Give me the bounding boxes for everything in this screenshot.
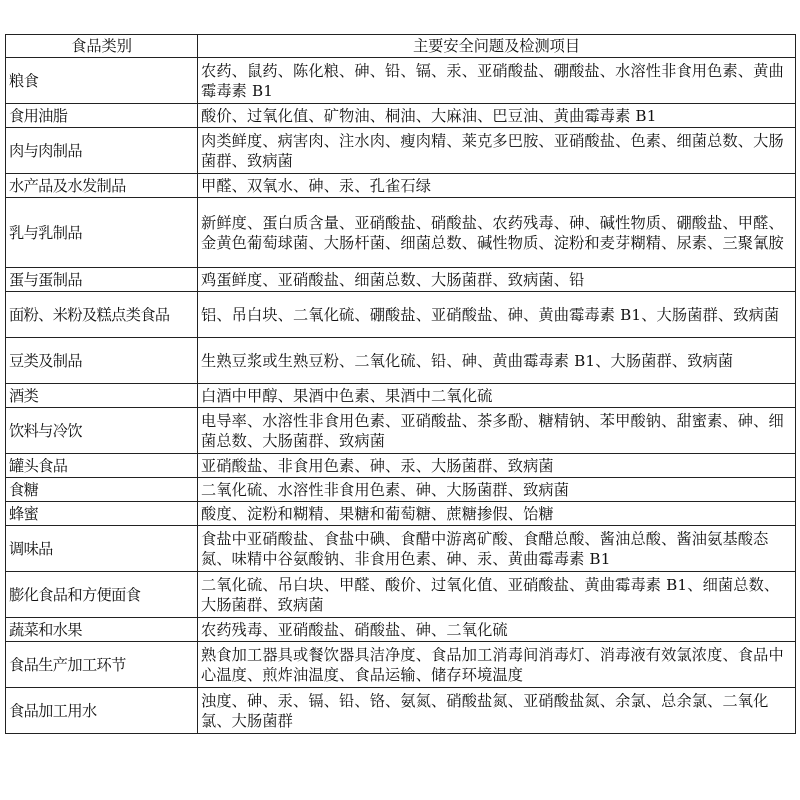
row-category: 蛋与蛋制品 bbox=[6, 268, 198, 292]
row-category: 水产品及水发制品 bbox=[6, 174, 198, 198]
row-category: 食用油脂 bbox=[6, 104, 198, 128]
row-items: 肉类鲜度、病害肉、注水肉、瘦肉精、莱克多巴胺、亚硝酸盐、色素、细菌总数、大肠菌群、致病菌 bbox=[198, 128, 796, 174]
row-items: 鸡蛋鲜度、亚硝酸盐、细菌总数、大肠菌群、致病菌、铅 bbox=[198, 268, 796, 292]
header-food-category: 食品类别 bbox=[6, 35, 198, 58]
row-category: 饮料与冷饮 bbox=[6, 408, 198, 454]
table-row bbox=[6, 268, 796, 292]
table-row bbox=[6, 174, 796, 198]
row-category: 罐头食品 bbox=[6, 454, 198, 478]
row-items: 浊度、砷、汞、镉、铅、铬、氨氮、硝酸盐氮、亚硝酸盐氮、余氯、总余氯、二氧化氯、大肠菌群 bbox=[198, 688, 796, 734]
row-category: 食品加工用水 bbox=[6, 688, 198, 734]
row-items: 食盐中亚硝酸盐、食盐中碘、食醋中游离矿酸、食醋总酸、酱油总酸、酱油氨基酸态氮、味精中谷氨酸钠、非食用色素、砷、汞、黄曲霉毒素 B1 bbox=[198, 526, 796, 572]
table-row bbox=[6, 526, 796, 572]
row-items: 二氧化硫、吊白块、甲醛、酸价、过氧化值、亚硝酸盐、黄曲霉毒素 B1、细菌总数、大肠菌群、致病菌 bbox=[198, 572, 796, 618]
food-safety-table bbox=[5, 34, 796, 734]
table-row bbox=[6, 454, 796, 478]
table-row bbox=[6, 384, 796, 408]
row-category: 酒类 bbox=[6, 384, 198, 408]
row-items: 农药、鼠药、陈化粮、砷、铅、镉、汞、亚硝酸盐、硼酸盐、水溶性非食用色素、黄曲霉毒素 B1 bbox=[198, 58, 796, 104]
table-row bbox=[6, 292, 796, 338]
row-category: 蔬菜和水果 bbox=[6, 618, 198, 642]
row-items: 亚硝酸盐、非食用色素、砷、汞、大肠菌群、致病菌 bbox=[198, 454, 796, 478]
row-items: 酸度、淀粉和糊精、果糖和葡萄糖、蔗糖掺假、饴糖 bbox=[198, 502, 796, 526]
table-header-row bbox=[6, 35, 796, 58]
row-items: 二氧化硫、水溶性非食用色素、砷、大肠菌群、致病菌 bbox=[198, 478, 796, 502]
row-category: 膨化食品和方便面食 bbox=[6, 572, 198, 618]
table-row bbox=[6, 58, 796, 104]
row-category: 蜂蜜 bbox=[6, 502, 198, 526]
row-items: 熟食加工器具或餐饮器具洁净度、食品加工消毒间消毒灯、消毒液有效氯浓度、食品中心温度、煎炸油温度、食品运输、储存环境温度 bbox=[198, 642, 796, 688]
row-items: 生熟豆浆或生熟豆粉、二氧化硫、铅、砷、黄曲霉毒素 B1、大肠菌群、致病菌 bbox=[198, 338, 796, 384]
table-row bbox=[6, 502, 796, 526]
table-row bbox=[6, 408, 796, 454]
row-items: 铝、吊白块、二氧化硫、硼酸盐、亚硝酸盐、砷、黄曲霉毒素 B1、大肠菌群、致病菌 bbox=[198, 292, 796, 338]
row-category: 食品生产加工环节 bbox=[6, 642, 198, 688]
table-row bbox=[6, 618, 796, 642]
header-safety-items: 主要安全问题及检测项目 bbox=[198, 35, 796, 58]
table-row bbox=[6, 338, 796, 384]
row-category: 食糖 bbox=[6, 478, 198, 502]
table-row bbox=[6, 128, 796, 174]
row-items: 新鲜度、蛋白质含量、亚硝酸盐、硝酸盐、农药残毒、砷、碱性物质、硼酸盐、甲醛、金黄色葡萄球菌、大肠杆菌、细菌总数、碱性物质、淀粉和麦芽糊精、尿素、三聚氰胺 bbox=[198, 198, 796, 268]
table-row bbox=[6, 478, 796, 502]
row-items: 酸价、过氧化值、矿物油、桐油、大麻油、巴豆油、黄曲霉毒素 B1 bbox=[198, 104, 796, 128]
row-category: 粮食 bbox=[6, 58, 198, 104]
table-row bbox=[6, 198, 796, 268]
table-row bbox=[6, 642, 796, 688]
table-row bbox=[6, 572, 796, 618]
row-items: 农药残毒、亚硝酸盐、硝酸盐、砷、二氧化硫 bbox=[198, 618, 796, 642]
row-category: 乳与乳制品 bbox=[6, 198, 198, 268]
row-items: 甲醛、双氧水、砷、汞、孔雀石绿 bbox=[198, 174, 796, 198]
row-items: 白酒中甲醇、果酒中色素、果酒中二氧化硫 bbox=[198, 384, 796, 408]
row-items: 电导率、水溶性非食用色素、亚硝酸盐、茶多酚、糖精钠、苯甲酸钠、甜蜜素、砷、细菌总数、大肠菌群、致病菌 bbox=[198, 408, 796, 454]
row-category: 调味品 bbox=[6, 526, 198, 572]
row-category: 肉与肉制品 bbox=[6, 128, 198, 174]
row-category: 豆类及制品 bbox=[6, 338, 198, 384]
table-row bbox=[6, 688, 796, 734]
row-category: 面粉、米粉及糕点类食品 bbox=[6, 292, 198, 338]
table-row bbox=[6, 104, 796, 128]
